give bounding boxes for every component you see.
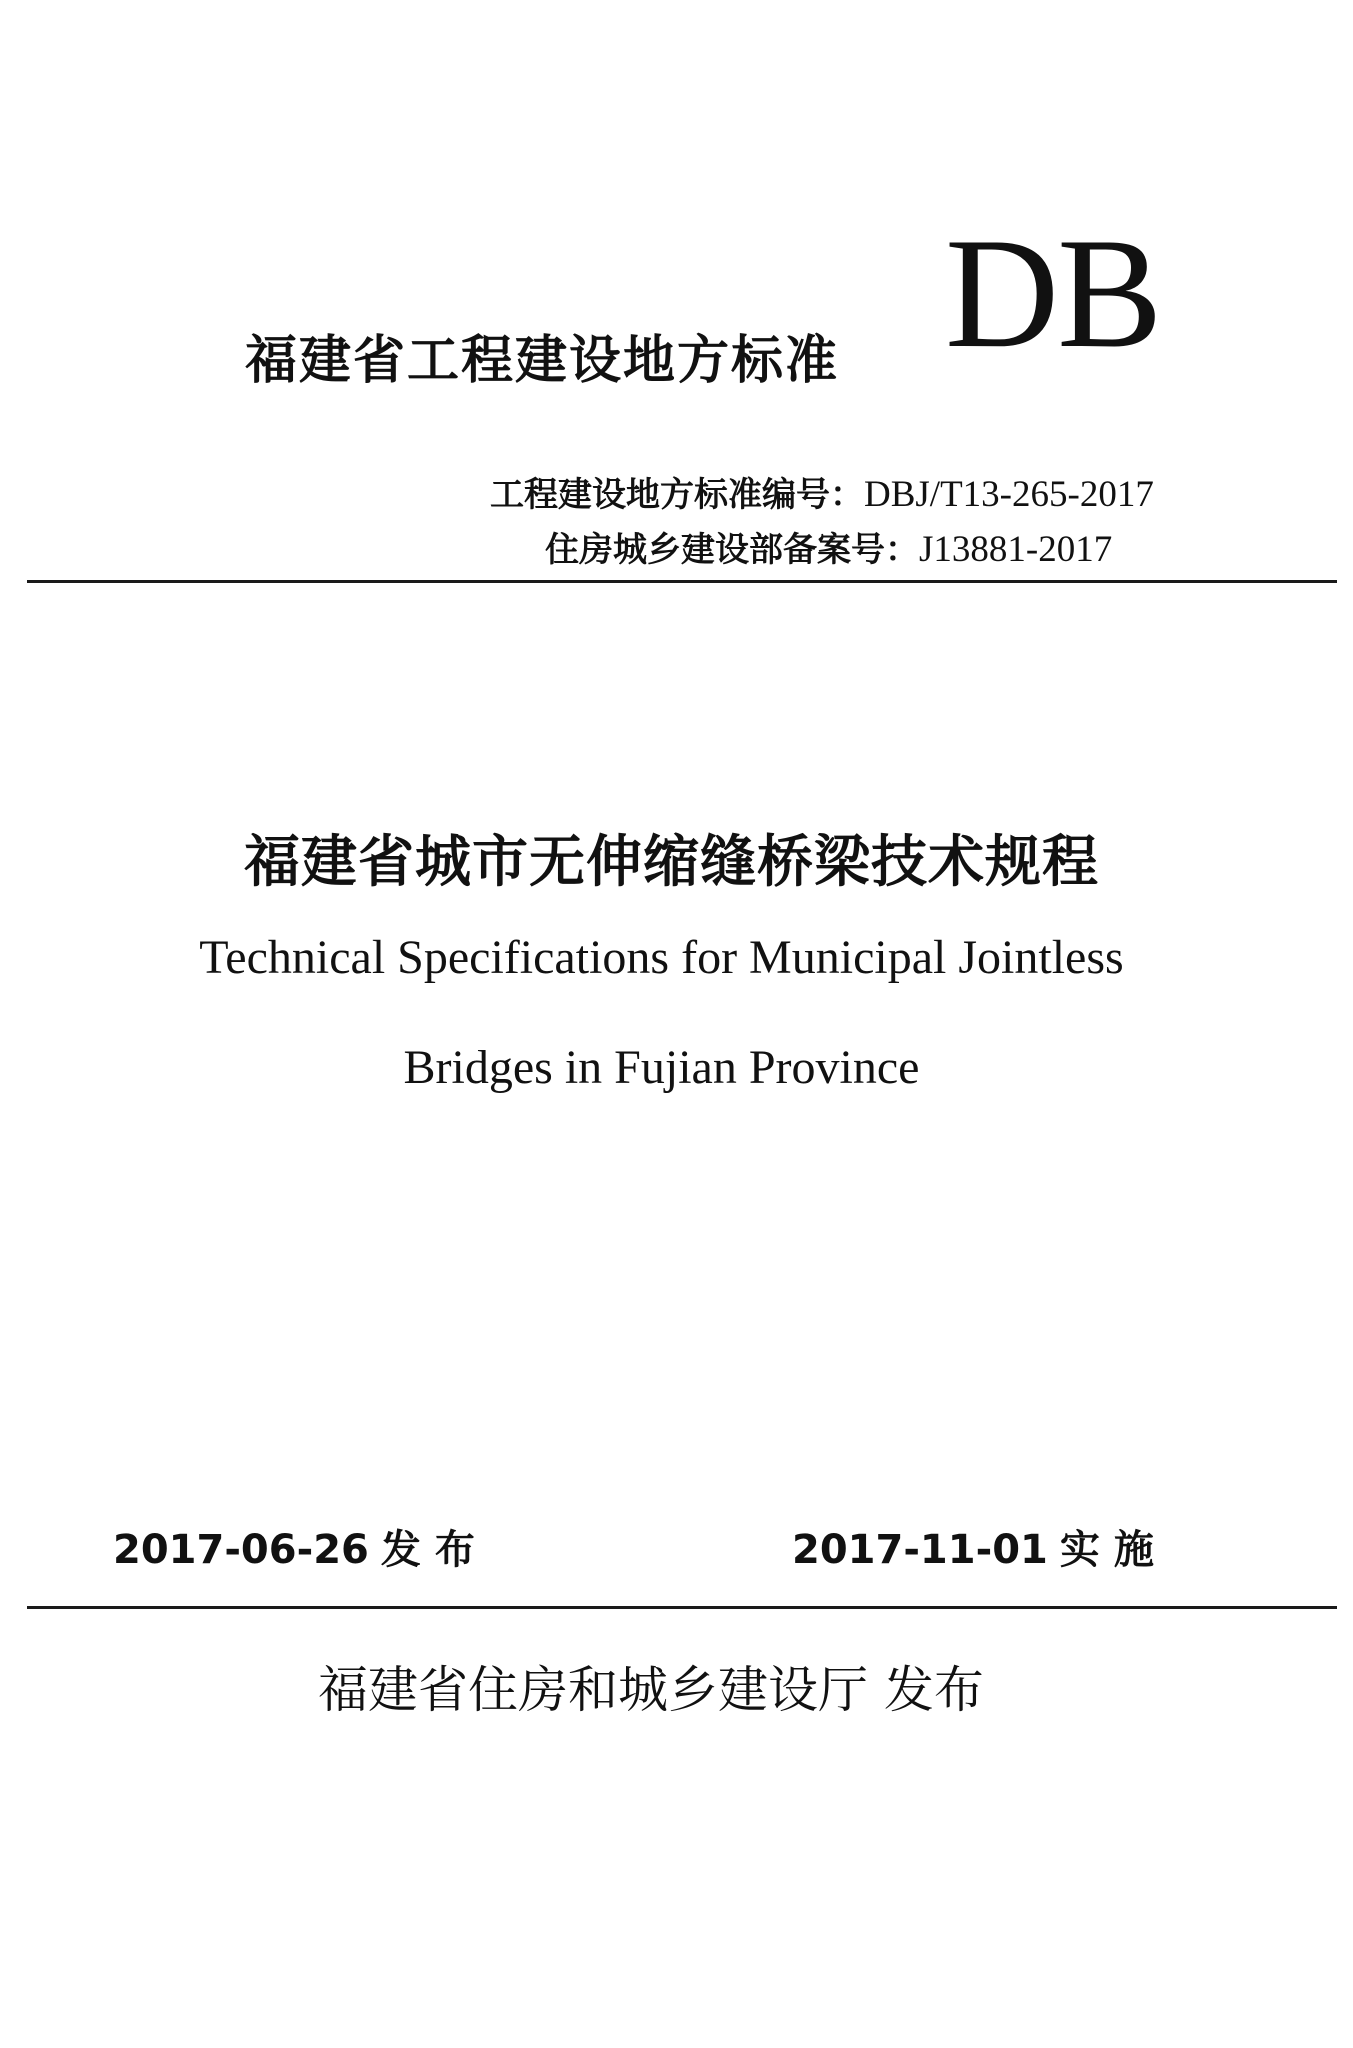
standard-number-line (490, 467, 1154, 516)
english-title-line-1: Technical Specifications for Municipal Jointless (199, 931, 1124, 984)
effective-date: 2017-11-01 (792, 1527, 1048, 1573)
effective-date-line (792, 1518, 1168, 1575)
issue-date: 2017-06-26 (113, 1527, 369, 1573)
record-number-value: J13881-2017 (919, 529, 1113, 570)
top-divider (27, 580, 1337, 583)
db-mark: DB (945, 206, 1161, 381)
standard-type-heading: 福建省工程建设地方标准 (245, 331, 840, 391)
standard-number-label: 工程建设地方标准编号： (490, 475, 864, 515)
chinese-title: 福建省城市无伸缩缝桥梁技术规程 (244, 830, 1099, 895)
effective-suffix: 实施 (1059, 1527, 1168, 1573)
issue-date-line (113, 1518, 489, 1575)
bottom-divider (27, 1606, 1337, 1609)
record-number-line (545, 522, 1112, 571)
publisher-line: 福建省住房和城乡建设厅 发布 (318, 1661, 984, 1719)
record-number-label: 住房城乡建设部备案号： (545, 530, 919, 570)
english-title-line-2: Bridges in Fujian Province (403, 1041, 920, 1094)
standard-number-value: DBJ/T13-265-2017 (864, 474, 1154, 515)
issue-suffix: 发布 (380, 1527, 489, 1573)
